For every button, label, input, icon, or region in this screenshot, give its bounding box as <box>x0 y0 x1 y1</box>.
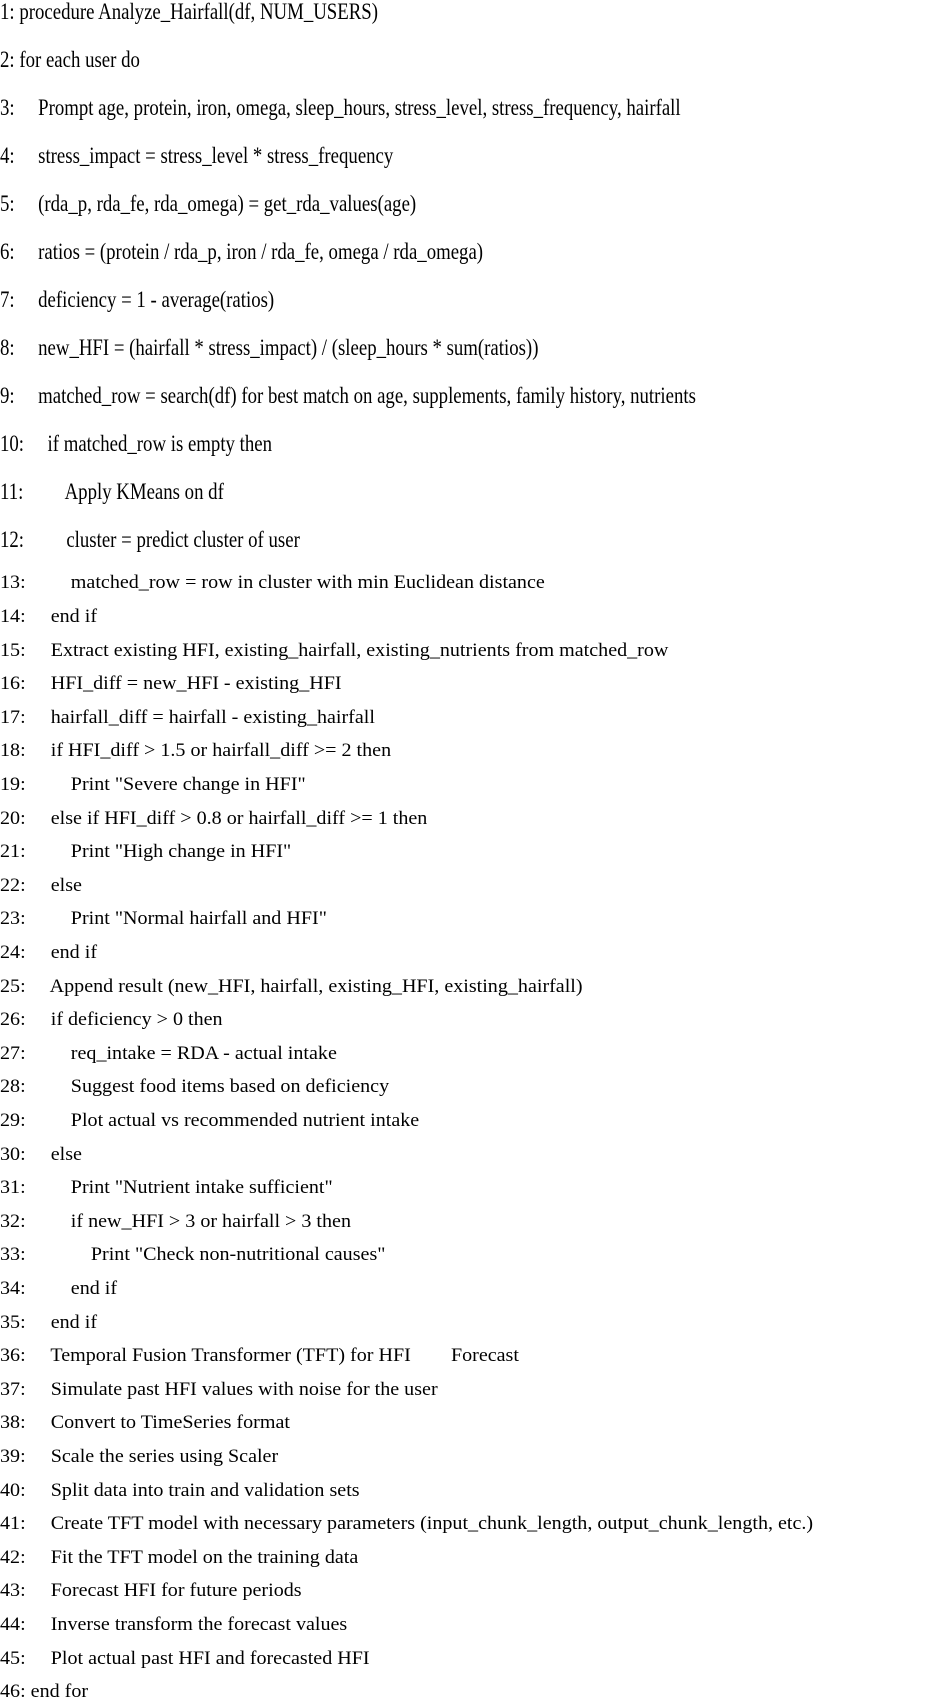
algorithm-line-4: 4: stress_impact = stress_level * stress_frequency <box>0 143 394 169</box>
algorithm-line-8: 8: new_HFI = (hairfall * stress_impact) / (sleep_hours * sum(ratios)) <box>0 335 539 361</box>
algorithm-line-22: 22: else <box>0 876 82 896</box>
algorithm-line-30: 30: else <box>0 1145 82 1165</box>
algorithm-line-37: 37: Simulate past HFI values with noise for the user <box>0 1380 438 1400</box>
algorithm-line-15: 15: Extract existing HFI, existing_hairfall, existing_nutrients from matched_row <box>0 641 669 661</box>
algorithm-line-39: 39: Scale the series using Scaler <box>0 1447 279 1467</box>
algorithm-line-33: 33: Print "Check non-nutritional causes" <box>0 1245 386 1265</box>
algorithm-line-23: 23: Print "Normal hairfall and HFI" <box>0 909 327 929</box>
algorithm-line-32: 32: if new_HFI > 3 or hairfall > 3 then <box>0 1212 351 1232</box>
algorithm-line-10: 10: if matched_row is empty then <box>0 431 273 457</box>
algorithm-line-14: 14: end if <box>0 607 98 627</box>
algorithm-line-35: 35: end if <box>0 1313 98 1333</box>
algorithm-line-11: 11: Apply KMeans on df <box>0 479 224 505</box>
algorithm-line-1: 1: procedure Analyze_Hairfall(df, NUM_USERS) <box>0 0 378 25</box>
algorithm-line-13: 13: matched_row = row in cluster with min Euclidean distance <box>0 573 545 593</box>
algorithm-line-34: 34: end if <box>0 1279 118 1299</box>
algorithm-line-44: 44: Inverse transform the forecast values <box>0 1615 348 1635</box>
algorithm-line-24: 24: end if <box>0 943 98 963</box>
algorithm-line-43: 43: Forecast HFI for future periods <box>0 1581 302 1601</box>
algorithm-line-5: 5: (rda_p, rda_fe, rda_omega) = get_rda_values(age) <box>0 191 417 217</box>
algorithm-line-46: 46: end for <box>0 1682 89 1702</box>
algorithm-line-36: 36: Temporal Fusion Transformer (TFT) for HFI Forecast <box>0 1346 519 1366</box>
algorithm-line-19: 19: Print "Severe change in HFI" <box>0 775 306 795</box>
algorithm-line-6: 6: ratios = (protein / rda_p, iron / rda_fe, omega / rda_omega) <box>0 239 484 265</box>
algorithm-line-2: 2: for each user do <box>0 47 140 73</box>
algorithm-line-40: 40: Split data into train and validation sets <box>0 1481 360 1501</box>
algorithm-line-38: 38: Convert to TimeSeries format <box>0 1413 290 1433</box>
algorithm-line-45: 45: Plot actual past HFI and forecasted HFI <box>0 1649 370 1669</box>
algorithm-line-3: 3: Prompt age, protein, iron, omega, sleep_hours, stress_level, stress_frequency, hairfall <box>0 95 681 121</box>
algorithm-line-26: 26: if deficiency > 0 then <box>0 1010 223 1030</box>
algorithm-line-20: 20: else if HFI_diff > 0.8 or hairfall_diff >= 1 then <box>0 809 428 829</box>
algorithm-line-29: 29: Plot actual vs recommended nutrient intake <box>0 1111 420 1131</box>
algorithm-line-7: 7: deficiency = 1 - average(ratios) <box>0 287 275 313</box>
algorithm-line-16: 16: HFI_diff = new_HFI - existing_HFI <box>0 674 342 694</box>
algorithm-line-21: 21: Print "High change in HFI" <box>0 842 292 862</box>
algorithm-line-42: 42: Fit the TFT model on the training data <box>0 1548 359 1568</box>
algorithm-line-9: 9: matched_row = search(df) for best match on age, supplements, family history, nutrients <box>0 383 696 409</box>
algorithm-line-18: 18: if HFI_diff > 1.5 or hairfall_diff >= 2 then <box>0 741 392 761</box>
algorithm-line-41: 41: Create TFT model with necessary parameters (input_chunk_length, output_chunk_length, etc.) <box>0 1514 814 1534</box>
algorithm-line-28: 28: Suggest food items based on deficiency <box>0 1077 390 1097</box>
algorithm-line-25: 25: Append result (new_HFI, hairfall, existing_HFI, existing_hairfall) <box>0 977 583 997</box>
algorithm-line-12: 12: cluster = predict cluster of user <box>0 527 300 553</box>
algorithm-line-27: 27: req_intake = RDA - actual intake <box>0 1044 337 1064</box>
algorithm-line-31: 31: Print "Nutrient intake sufficient" <box>0 1178 333 1198</box>
algorithm-line-17: 17: hairfall_diff = hairfall - existing_hairfall <box>0 708 375 728</box>
